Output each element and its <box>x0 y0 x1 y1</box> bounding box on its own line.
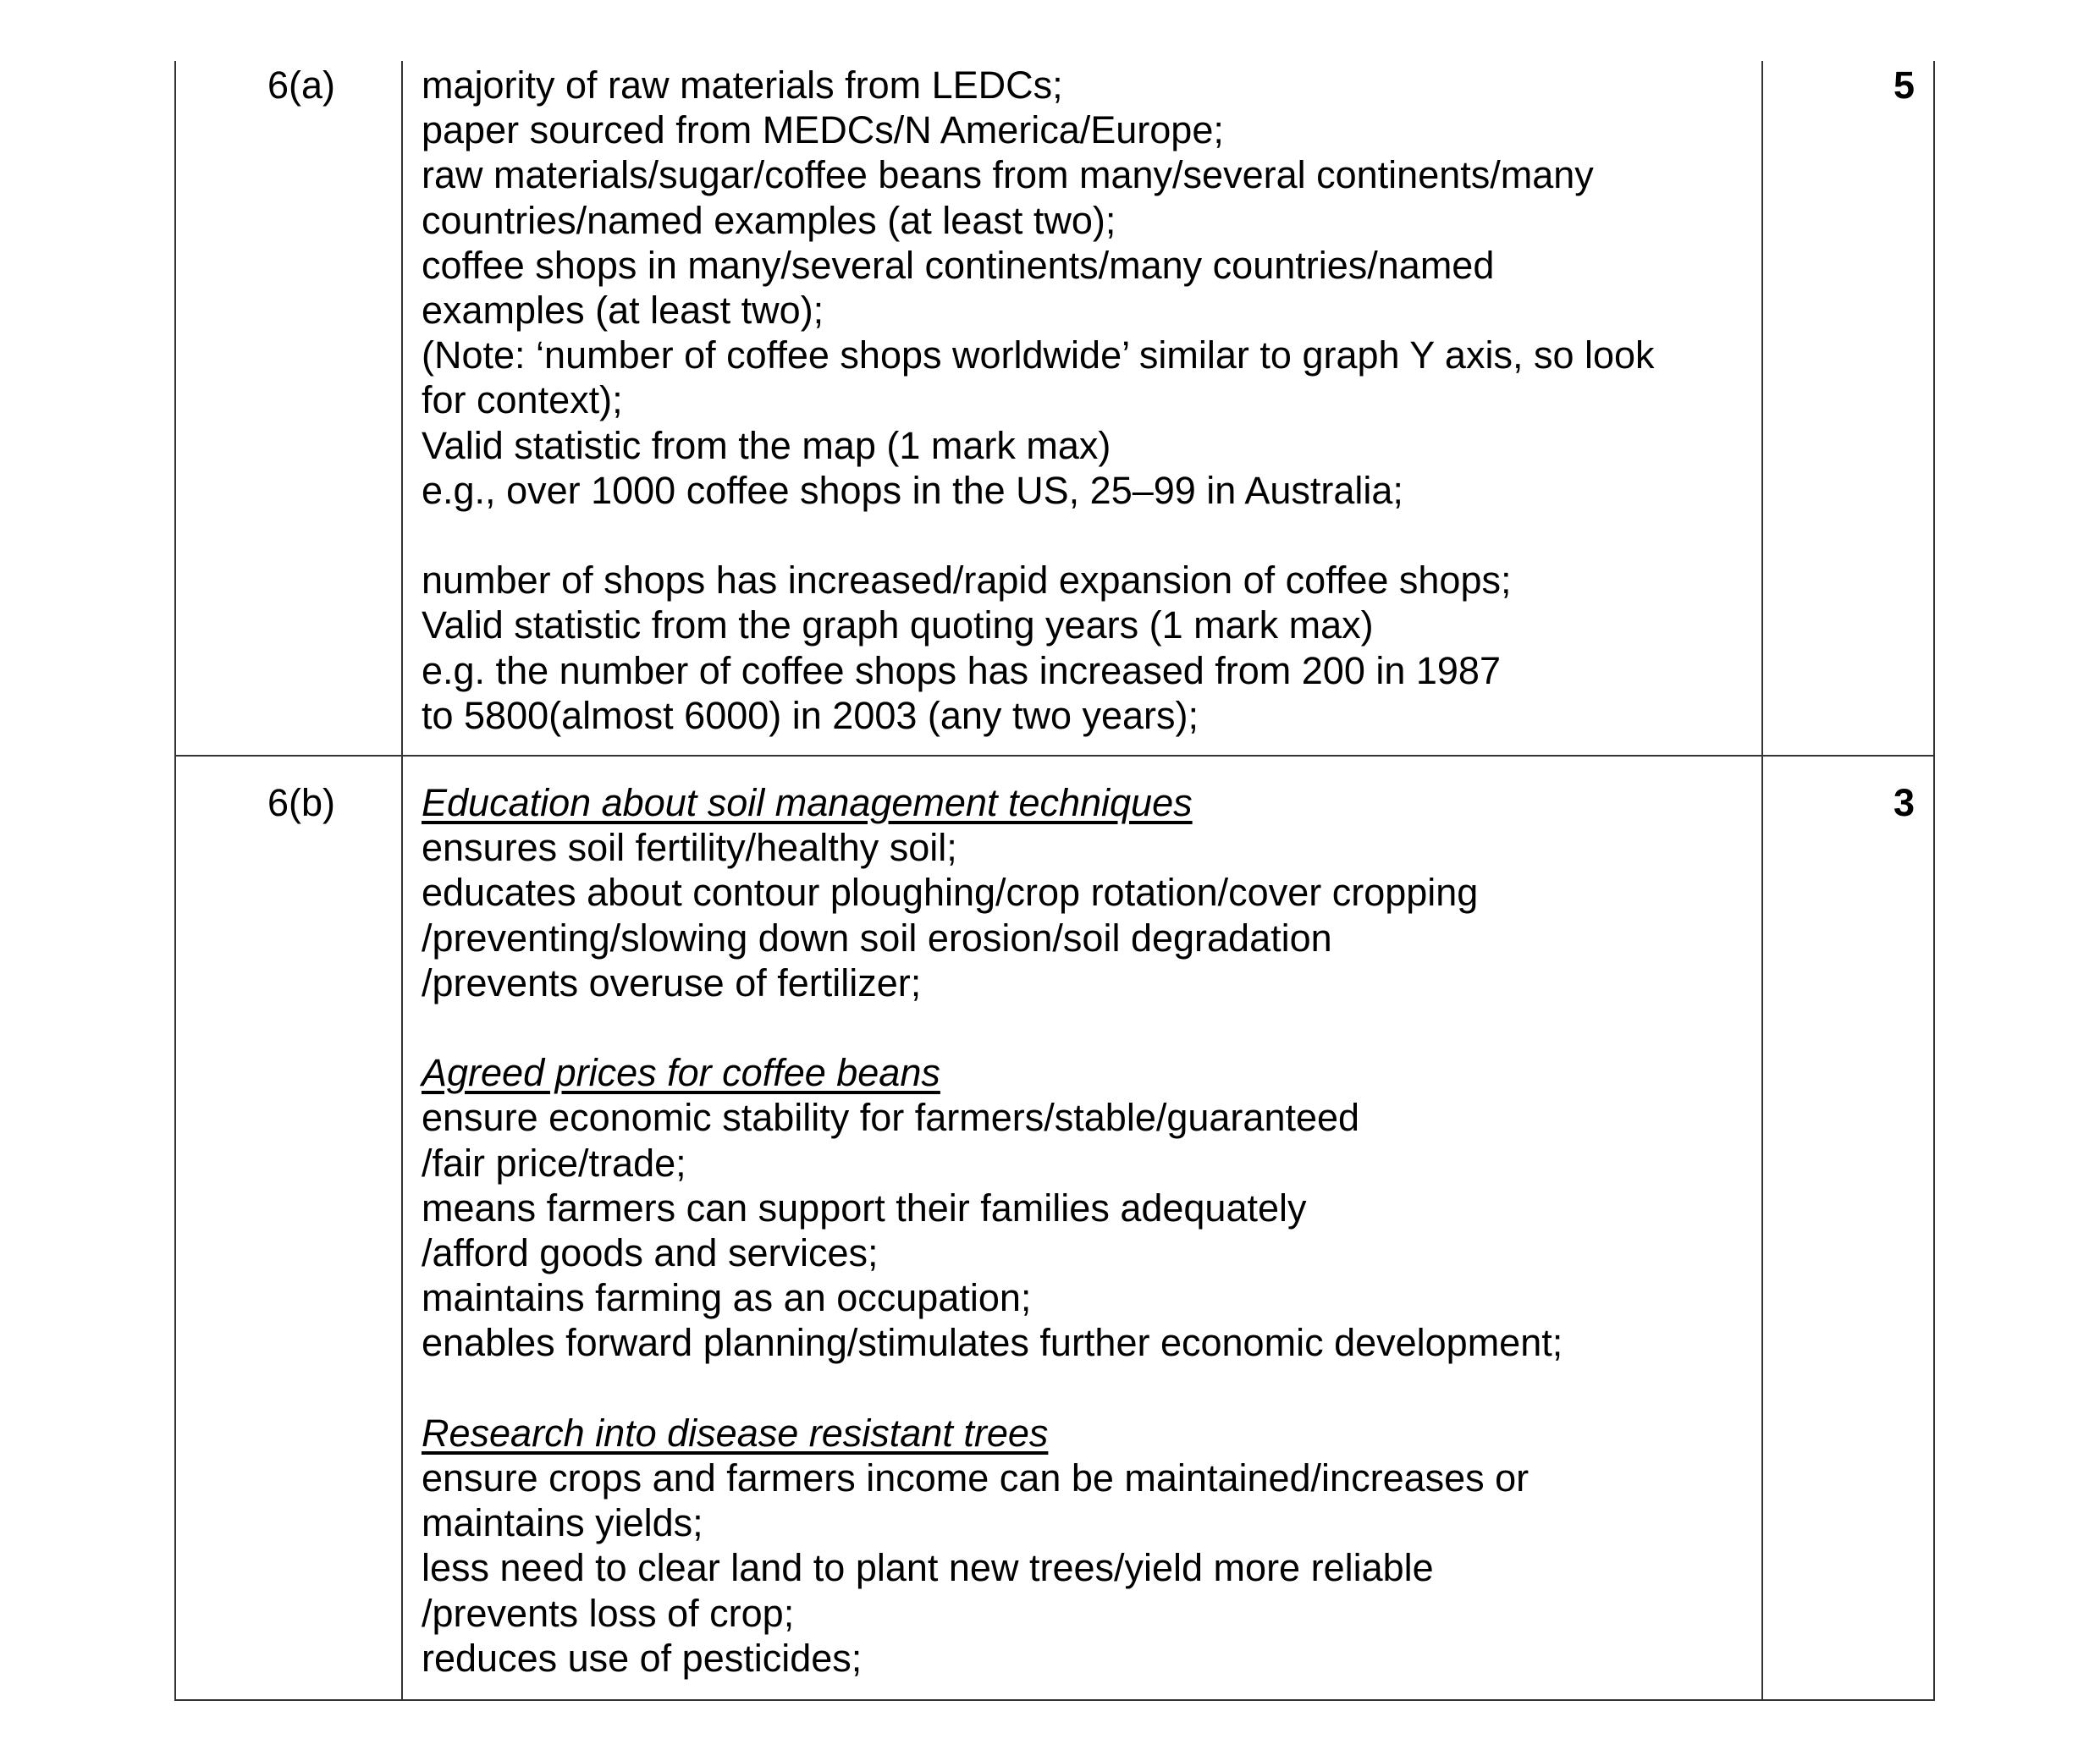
table-row-6a <box>175 61 1934 756</box>
answer-line: Valid statistic from the map (1 mark max) <box>422 423 1111 467</box>
answer-line: to 5800(almost 6000) in 2003 (any two years); <box>422 693 1199 737</box>
paragraph-gap <box>422 1005 1744 1050</box>
question-number: 6(a) <box>175 61 402 756</box>
answer-line: /prevents overuse of fertilizer; <box>422 960 922 1004</box>
marks-value: 3 <box>1762 756 1934 1700</box>
answer-line: e.g., over 1000 coffee shops in the US, 25–99 in Australia; <box>422 468 1403 512</box>
answer-line: enables forward planning/stimulates further economic development; <box>422 1321 1563 1365</box>
answer-line: number of shops has increased/rapid expansion of coffee shops; <box>422 559 1512 603</box>
mark-scheme-table <box>174 61 1935 1701</box>
answer-line: maintains yields; <box>422 1501 703 1545</box>
answer-line: countries/named examples (at least two); <box>422 198 1116 242</box>
answer-line: /preventing/slowing down soil erosion/soil degradation <box>422 916 1332 960</box>
answer-cell <box>402 756 1762 1700</box>
answer-line: paper sourced from MEDCs/N America/Europe; <box>422 108 1224 152</box>
answer-line: educates about contour ploughing/crop rotation/cover cropping <box>422 871 1479 915</box>
answer-line: Valid statistic from the graph quoting years (1 mark max) <box>422 603 1374 647</box>
section-heading: Agreed prices for coffee beans <box>422 1051 940 1095</box>
answer-line: /afford goods and services; <box>422 1231 879 1275</box>
answer-line: means farmers can support their families adequately <box>422 1186 1307 1230</box>
answer-line: ensure economic stability for farmers/stable/guaranteed <box>422 1096 1360 1140</box>
paragraph-gap <box>422 513 1744 558</box>
question-number: 6(b) <box>175 756 402 1700</box>
answer-line: /prevents loss of crop; <box>422 1591 795 1635</box>
table-row-6b <box>175 756 1934 1700</box>
answer-line: ensures soil fertility/healthy soil; <box>422 826 957 870</box>
answer-line: /fair price/trade; <box>422 1141 686 1185</box>
answer-line: (Note: ‘number of coffee shops worldwide’ similar to graph Y axis, so look <box>422 333 1655 377</box>
section-heading: Education about soil management techniques <box>422 781 1193 825</box>
answer-line: raw materials/sugar/coffee beans from many/several continents/many <box>422 153 1594 197</box>
answer-line: for context); <box>422 378 623 422</box>
paragraph-gap <box>422 1366 1744 1411</box>
mark-scheme-page <box>174 61 1933 1701</box>
answer-line: e.g. the number of coffee shops has increased from 200 in 1987 <box>422 648 1501 692</box>
marks-value: 5 <box>1762 61 1934 756</box>
answer-line: ensure crops and farmers income can be maintained/increases or <box>422 1456 1530 1500</box>
answer-line: maintains farming as an occupation; <box>422 1276 1032 1320</box>
answer-line: less need to clear land to plant new trees/yield more reliable <box>422 1546 1434 1590</box>
answer-line: reduces use of pesticides; <box>422 1636 863 1680</box>
answer-line: majority of raw materials from LEDCs; <box>422 63 1063 107</box>
answer-line: examples (at least two); <box>422 289 824 333</box>
section-heading: Research into disease resistant trees <box>422 1411 1049 1455</box>
answer-line: coffee shops in many/several continents/many countries/named <box>422 243 1495 287</box>
answer-cell <box>402 61 1762 756</box>
